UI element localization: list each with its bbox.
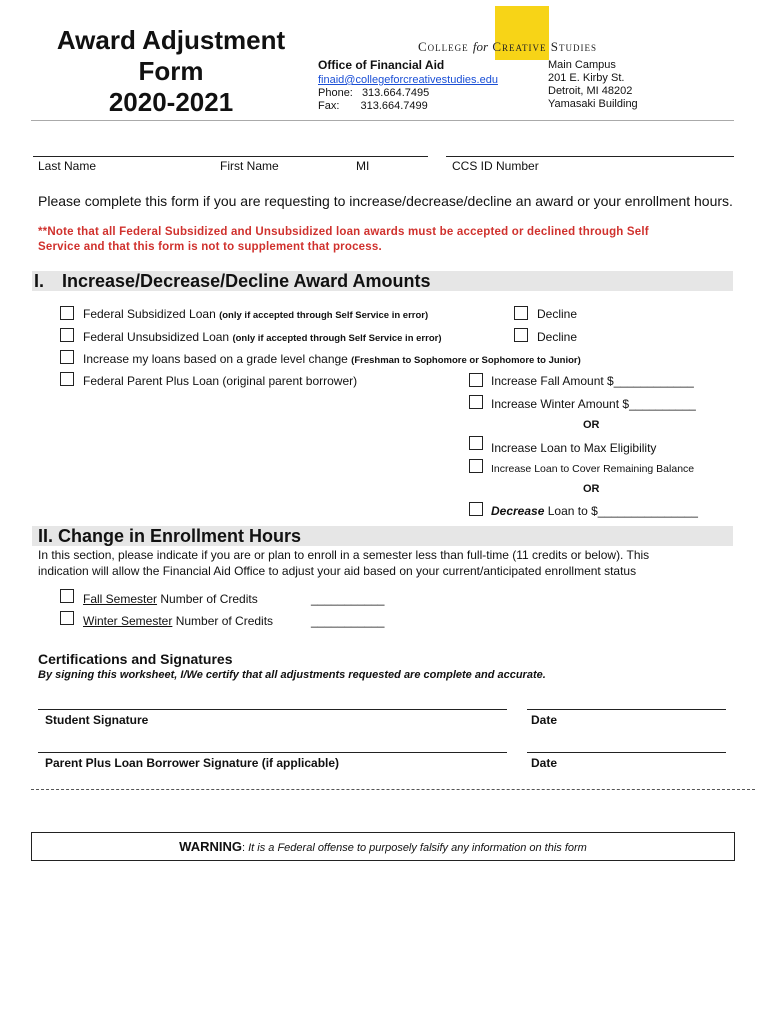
logo-studies: Studies	[550, 39, 597, 54]
ccs-id-label: CCS ID Number	[452, 159, 539, 173]
parent-date-label: Date	[531, 756, 558, 770]
increase-max-label: Increase Loan to Max Eligibility	[491, 441, 657, 455]
warning-text	[32, 839, 734, 854]
phone-number: 313.664.7495	[361, 87, 430, 99]
name-line-right	[446, 156, 734, 157]
last-name-label: Last Name	[38, 159, 97, 173]
subsidized-loan-text: Federal Subsidized Loan	[83, 307, 220, 321]
parent-signature-label: Parent Plus Loan Borrower Signature (if applicable)	[45, 756, 340, 770]
student-signature-line	[38, 709, 507, 710]
unsubsidized-loan-label	[83, 330, 441, 344]
warning-colon: :	[242, 842, 246, 854]
increase-fall-label: Increase Fall Amount $____________	[491, 374, 694, 388]
office-name: Office of Financial Aid	[318, 58, 445, 72]
parent-signature-line	[38, 752, 507, 753]
grade-level-text: Increase my loans based on a grade level change	[83, 352, 352, 366]
grade-level-checkbox[interactable]	[60, 350, 74, 364]
increase-winter-checkbox[interactable]	[469, 395, 483, 409]
campus-line2: 201 E. Kirby St.	[548, 72, 625, 84]
logo-college: College	[418, 39, 469, 54]
decrease-word: Decrease	[491, 504, 545, 518]
form-title-line2: Form	[138, 56, 204, 86]
winter-semester-text: Winter Semester	[83, 614, 173, 628]
first-name-label: First Name	[220, 159, 279, 173]
note-line2: Service and that this form is not to supplement that process.	[38, 241, 382, 253]
fax-number: 313.664.7499	[360, 100, 428, 112]
fall-semester-label	[83, 592, 258, 606]
certifications-title: Certifications and Signatures	[38, 651, 233, 667]
campus-line3: Detroit, MI 48202	[548, 85, 633, 97]
section1-numeral: I.	[34, 271, 45, 291]
parent-plus-label: Federal Parent Plus Loan (original parent borrower)	[83, 374, 358, 388]
unsubsidized-loan-note: (only if accepted through Self Service in error)	[232, 333, 442, 344]
office-contact	[318, 59, 498, 113]
campus-line1: Main Campus	[548, 59, 616, 71]
unsubsidized-loan-text: Federal Unsubsidized Loan	[83, 330, 233, 344]
campus-address	[548, 59, 638, 111]
certifications-statement: By signing this worksheet, I/We certify that all adjustments requested are complete and accurate.	[38, 669, 546, 681]
form-title-line1: Award Adjustment	[56, 25, 286, 55]
office-email-link[interactable]: finaid@collegeforcreativestudies.edu	[318, 74, 498, 86]
or-label-1: OR	[583, 419, 600, 431]
student-date-label: Date	[531, 713, 558, 727]
form-title-line3: 2020-2021	[108, 87, 234, 117]
winter-semester-checkbox[interactable]	[60, 611, 74, 625]
office-phone	[318, 87, 498, 100]
name-line-left	[33, 156, 428, 157]
intro-text: Please complete this form if you are requesting to increase/decrease/decline an award or your enrollment hours.	[38, 193, 733, 209]
subsidized-decline-checkbox[interactable]	[514, 306, 528, 320]
student-date-line	[527, 709, 726, 710]
parent-plus-checkbox[interactable]	[60, 372, 74, 386]
logo-creative: Creative	[492, 39, 547, 54]
decrease-rest: Loan to $_______________	[544, 504, 698, 518]
or-label-2: OR	[583, 483, 600, 495]
fall-credits-text: Number of Credits	[157, 592, 258, 606]
increase-winter-label: Increase Winter Amount $__________	[491, 397, 696, 411]
warning-message: It is a Federal offense to purposely falsify any information on this form	[245, 842, 587, 854]
section2-title: II. Change in Enrollment Hours	[38, 526, 302, 546]
grade-level-note: (Freshman to Sophomore or Sophomore to Junior)	[351, 355, 581, 366]
fax-label: Fax:	[318, 100, 340, 112]
dashed-divider	[31, 789, 755, 790]
parent-date-line	[527, 752, 726, 753]
grade-level-label	[83, 352, 581, 366]
header-divider	[31, 120, 734, 121]
form-title	[41, 25, 301, 118]
campus-line4: Yamasaki Building	[548, 98, 638, 110]
section1-title: Increase/Decrease/Decline Award Amounts	[62, 271, 431, 291]
subsidized-loan-note: (only if accepted through Self Service in error)	[219, 310, 429, 321]
increase-balance-checkbox[interactable]	[469, 459, 483, 473]
subsidized-loan-checkbox[interactable]	[60, 306, 74, 320]
mi-label: MI	[356, 159, 370, 173]
winter-credits-blank[interactable]: ___________	[311, 614, 385, 628]
fall-semester-checkbox[interactable]	[60, 589, 74, 603]
increase-fall-checkbox[interactable]	[469, 373, 483, 387]
note-text	[38, 225, 738, 255]
subsidized-loan-label	[83, 307, 428, 321]
winter-semester-label	[83, 614, 273, 628]
section2-desc-line1: In this section, please indicate if you are or plan to enroll in a semester less than full-time (11 credits or below). This	[38, 548, 650, 562]
increase-max-checkbox[interactable]	[469, 436, 483, 450]
fall-credits-blank[interactable]: ___________	[311, 592, 385, 606]
section2-desc-line2: indication will allow the Financial Aid Office to adjust your aid based on your current/anticipated enrollment status	[38, 564, 637, 578]
unsubsidized-decline-label: Decline	[537, 330, 578, 344]
unsubsidized-decline-checkbox[interactable]	[514, 328, 528, 342]
warning-label: WARNING	[179, 839, 242, 854]
office-fax	[318, 100, 498, 113]
decrease-loan-label	[491, 504, 698, 518]
unsubsidized-loan-checkbox[interactable]	[60, 328, 74, 342]
college-logo	[418, 39, 597, 55]
fall-semester-text: Fall Semester	[83, 592, 158, 606]
decrease-loan-checkbox[interactable]	[469, 502, 483, 516]
section2-description	[38, 547, 649, 579]
phone-label: Phone:	[318, 87, 353, 99]
subsidized-decline-label: Decline	[537, 307, 578, 321]
warning-box	[31, 832, 735, 861]
winter-credits-text: Number of Credits	[172, 614, 274, 628]
student-signature-label: Student Signature	[45, 713, 149, 727]
increase-balance-label: Increase Loan to Cover Remaining Balance	[491, 463, 695, 475]
logo-for: for	[472, 39, 489, 54]
note-line1: **Note that all Federal Subsidized and Unsubsidized loan awards must be accepted or declined through Self	[38, 226, 649, 238]
